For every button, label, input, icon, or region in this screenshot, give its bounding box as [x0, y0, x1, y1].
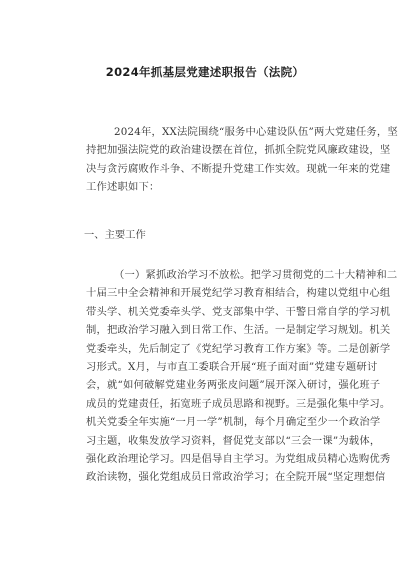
paragraph-line: 带头学、机关党委牵头学、党支部集中学、干警日常自学的学习机: [86, 305, 391, 318]
paragraph-line: 持把加强法院党的政治建设摆在首位，抓抓全院党风廉政建设，坚: [86, 144, 391, 157]
paragraph-line: 强化政治理论学习。四是倡导自主学习。为党组成员精心选购优秀: [86, 452, 391, 465]
paragraph-line: 工作述职如下：: [86, 181, 160, 194]
paragraph-line: 十届三中全会精神和开展党纪学习教育相结合，构建以党组中心组: [86, 287, 391, 300]
section-paragraph: [86, 266, 398, 487]
paragraph-line: 党委牵头，先后制定了《党纪学习教育工作方案》等。二是创新学: [86, 342, 391, 355]
paragraph-line: 会，就“如何破解党建业务两张皮问题”展开深入研讨，强化班子: [86, 379, 381, 392]
section-heading: 一、主要工作: [84, 229, 146, 241]
document-title: 2024年抓基层党建述职报告（法院）: [105, 65, 305, 79]
paragraph-line: 2024年，XX法院围绕“服务中心建设队伍”两大党建任务，坚: [114, 126, 398, 138]
intro-paragraph: [86, 123, 398, 197]
paragraph-line: 政治读物，强化党组成员日常政治学习；在全院开展“坚定理想信: [86, 471, 386, 484]
paragraph-line: 习主题，收集发放学习资料，督促党支部以“三会一课”为载体，: [86, 434, 381, 447]
paragraph-line: 习形式。X月，与市直工委联合开展“班子面对面”党建专题研讨: [86, 360, 378, 373]
paragraph-line: 决与贪污腐败作斗争、不断提升党建工作实效。现就一年来的党建: [86, 162, 391, 175]
paragraph-line: 成员的党建责任，拓宽班子成员思路和视野。三是强化集中学习。: [86, 397, 391, 410]
paragraph-line: 制，把政治学习融入到日常工作、生活。一是制定学习规划。机关: [86, 324, 391, 337]
paragraph-line: （一）紧抓政治学习不放松。把学习贯彻党的二十大精神和二: [114, 269, 398, 281]
paragraph-line: 机关党委全年实施“一月一学”机制，每个月确定至少一个政治学: [86, 416, 381, 429]
